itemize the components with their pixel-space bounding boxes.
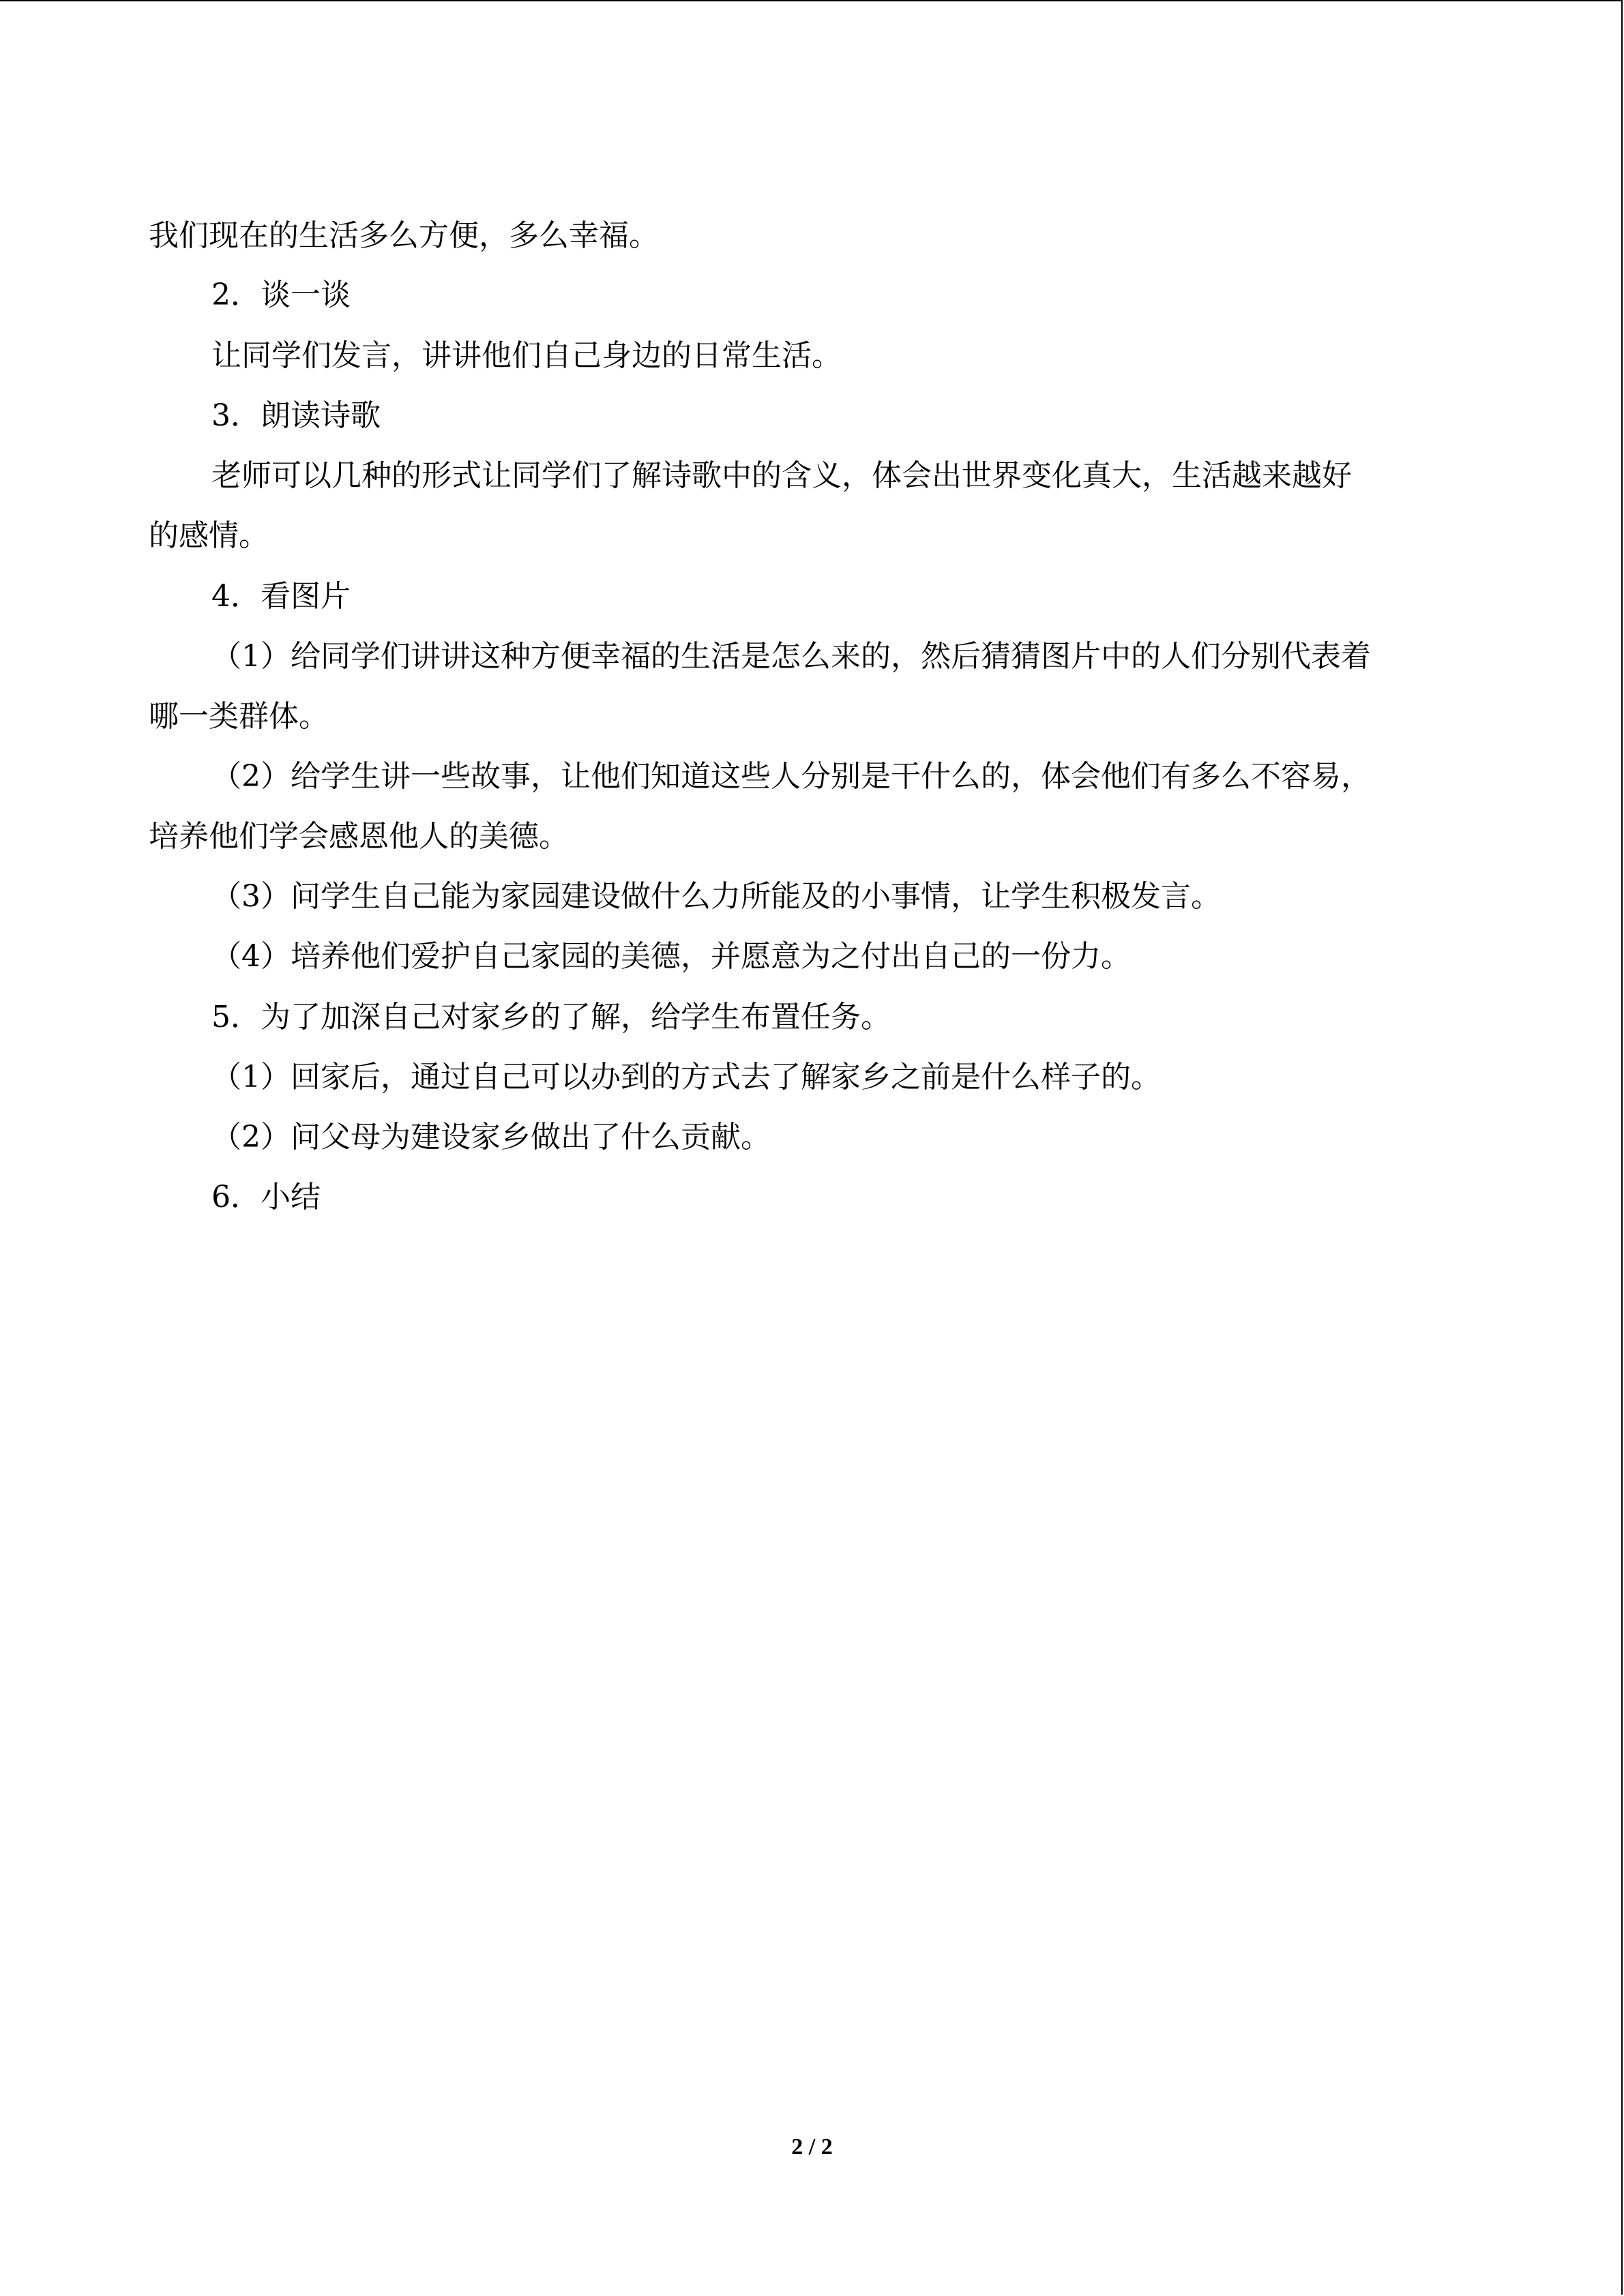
paragraph-line: 培养他们学会感恩他人的美德。	[149, 819, 569, 854]
list-item: （2）给学生讲一些故事，让他们知道这些人分别是干什么的，体会他们有多么不容易，	[211, 759, 1371, 794]
list-item: （1）回家后，通过自己可以办到的方式去了解家乡之前是什么样子的。	[211, 1060, 1161, 1094]
page-number: 2 / 2	[791, 2134, 833, 2160]
paragraph-line: 让同学们发言，讲讲他们自己身边的日常生活。	[211, 338, 842, 373]
paragraph-line: 的感情。	[149, 518, 269, 553]
list-item: （2）问父母为建设家乡做出了什么贡献。	[211, 1120, 771, 1154]
section-heading: 3．朗读诗歌	[211, 398, 381, 433]
paragraph-line: 哪一类群体。	[149, 699, 329, 734]
section-heading: 6．小结	[211, 1180, 321, 1214]
list-item: （3）问学生自己能为家园建设做什么力所能及的小事情，让学生积极发言。	[211, 879, 1221, 914]
list-item: （4）培养他们爱护自己家园的美德，并愿意为之付出自己的一份力。	[211, 939, 1131, 974]
section-heading: 2．谈一谈	[211, 278, 351, 312]
list-item: （1）给同学们讲讲这种方便幸福的生活是怎么来的，然后猜猜图片中的人们分别代表着	[211, 639, 1371, 674]
section-heading: 5．为了加深自己对家乡的了解，给学生布置任务。	[211, 1000, 891, 1034]
paragraph-line: 老师可以几种的形式让同学们了解诗歌中的含义，体会出世界变化真大，生活越来越好	[211, 458, 1352, 493]
section-heading: 4．看图片	[211, 579, 351, 614]
paragraph-line: 我们现在的生活多么方便，多么幸福。	[149, 218, 659, 253]
